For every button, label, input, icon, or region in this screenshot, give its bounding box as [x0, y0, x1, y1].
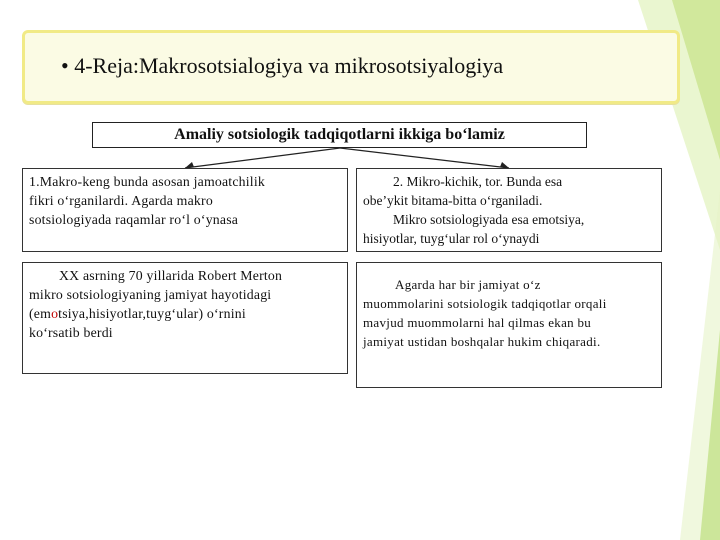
merton-line-3 [29, 304, 341, 323]
macro-line-1: 1.Makro-keng bunda asosan jamoatchilik [29, 174, 265, 189]
merton-line-3-end: tsiya,hisiyotlar,tuygʻular) oʻrnini [58, 306, 246, 321]
subtitle-text: Amaliy sotsiologik tadqiqotlarni ikkiga boʻlamiz [174, 126, 505, 143]
macro-line-3: sotsiologiyada raqamlar roʻl oʻynasa [29, 212, 239, 227]
micro-sociology-card [356, 168, 662, 252]
merton-line-3-start: (em [29, 306, 52, 321]
micro-line-2: obeʼykit bitama-bitta oʻrganiladi. [363, 193, 543, 208]
conclusion-line-3: mavjud muommolarni hal qilmas ekan bu [363, 315, 592, 330]
conclusion-line-2: muommolarini sotsiologik tadqiqotlar orqali [363, 296, 607, 311]
merton-line-2: mikro sotsiologiyaning jamiyat hayotidagi [29, 287, 272, 302]
conclusion-card [356, 262, 662, 388]
macro-line-2: fikri oʻrganilardi. Agarda makro [29, 193, 213, 208]
merton-line-1: XX asrning 70 yillarida Robert Merton [59, 268, 283, 283]
micro-line-3: Mikro sotsiologiyada esa emotsiya, [393, 212, 585, 227]
macro-sociology-card [22, 168, 348, 252]
micro-line-1: 2. Mikro-kichik, tor. Bunda esa [393, 174, 563, 189]
title-banner [22, 30, 680, 104]
conclusion-line-1: Agarda har bir jamiyat oʻz [395, 277, 541, 292]
subtitle-box [92, 122, 587, 148]
micro-line-4: hisiyotlar, tuygʻular rol oʻynaydi [363, 231, 540, 246]
conclusion-line-4: jamiyat ustidan boshqalar hukim chiqaradi. [363, 334, 601, 349]
merton-card [22, 262, 348, 374]
slide-title: • 4-Reja:Makrosotsialogiya va mikrosotsiyalogiya [61, 53, 504, 78]
merton-line-3-highlight: o [51, 306, 59, 321]
merton-line-4: koʻrsatib berdi [29, 325, 113, 340]
